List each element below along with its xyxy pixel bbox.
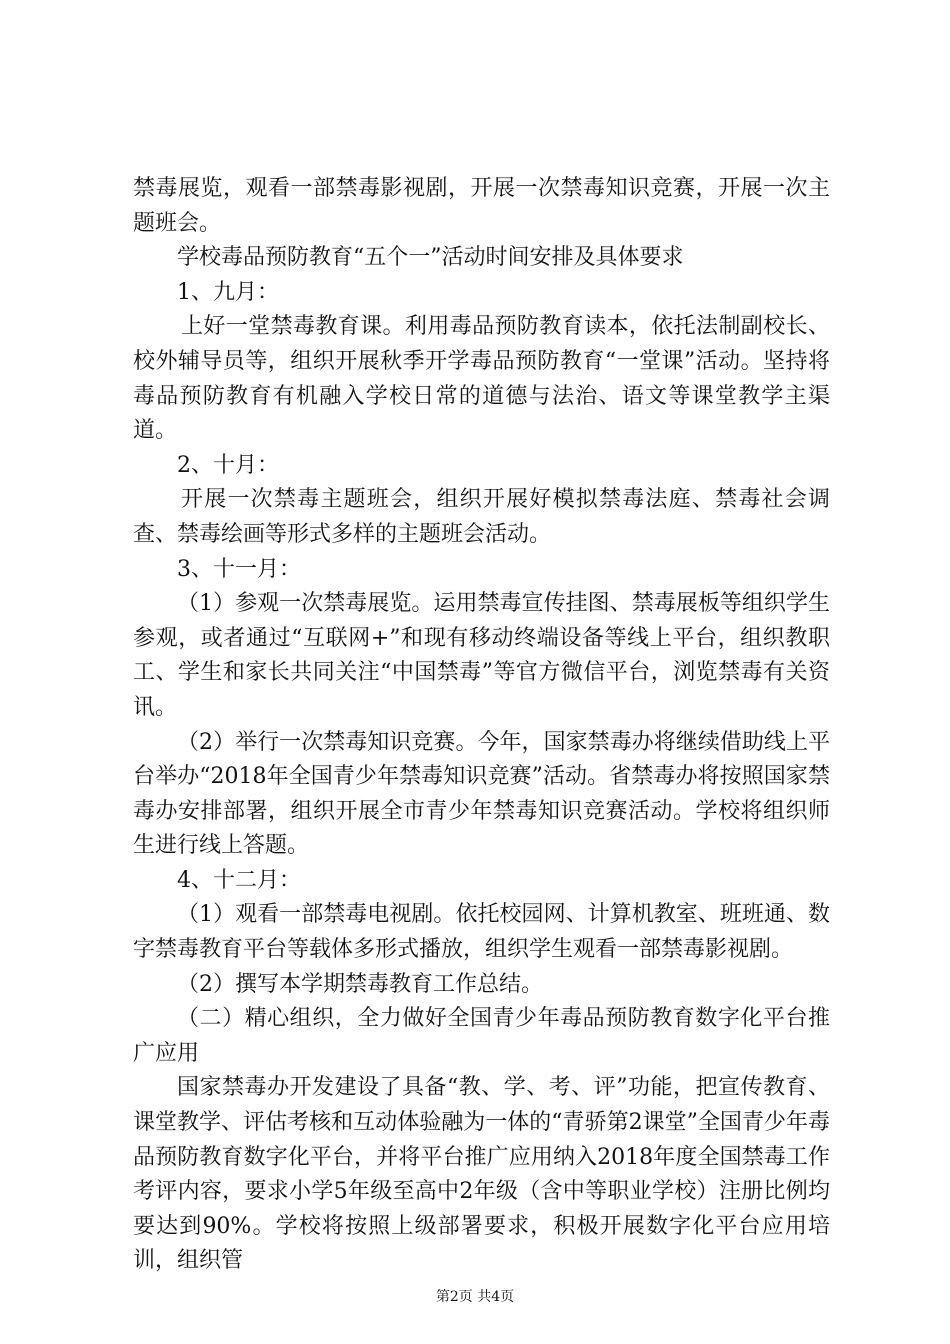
paragraph-december-1: （1）观看一部禁毒电视剧。依托校园网、计算机教室、班班通、数字禁毒教育平台等载体多形式播放，组织学生观看一部禁毒影视剧。 — [133, 902, 830, 963]
paragraph-november-2: （2）举行一次禁毒知识竞赛。今年，国家禁毒办将继续借助线上平台举办“2018年全国青少年禁毒知识竞赛”活动。省禁毒办将按照国家禁毒办安排部署，组织开展全市青少年禁毒知识竞赛活动。学校将组织师生进行线上答题。 — [133, 729, 830, 859]
section-heading-platform: （二）精心组织，全力做好全国青少年毒品预防教育数字化平台推广应用 — [133, 1006, 830, 1066]
month-heading-december: 4、十二月： — [177, 867, 301, 893]
document-body — [133, 172, 830, 1279]
paragraph-platform: 国家禁毒办开发建设了具备“教、学、考、评”功能，把宣传教育、课堂教学、评估考核和互动体验融为一体的“青骄第2课堂”全国青少年毒品预防教育数字化平台，并将平台推广应用纳入2018年度全国禁毒工作考评内容，要求小学5年级至高中2年级（含中等职业学校）注册比例均要达到90%。学校将按照上级部署要求，积极开展数字化平台应用培训，组织管 — [133, 1075, 830, 1274]
paragraph-september: 上好一堂禁毒教育课。利用毒品预防教育读本，依托法制副校长、校外辅导员等，组织开展秋季开学毒品预防教育“一堂课”活动。坚持将毒品预防教育有机融入学校日常的道德与法治、语文等课堂教学主渠道。 — [133, 314, 830, 444]
paragraph-october: 开展一次禁毒主题班会，组织开展好模拟禁毒法庭、禁毒社会调查、禁毒绘画等形式多样的主题班会活动。 — [133, 487, 830, 547]
page-number-footer: 第2页 共4页 — [435, 1289, 515, 1305]
month-heading-october: 2、十月： — [177, 452, 279, 478]
paragraph-december-2: （2）撰写本学期禁毒教育工作总结。 — [177, 971, 543, 997]
paragraph-november-1: （1）参观一次禁毒展览。运用禁毒宣传挂图、禁毒展板等组织学生参观，或者通过“互联网+”和现有移动终端设备等线上平台，组织教职工、学生和家长共同关注“中国禁毒”等官方微信平台，浏览禁毒有关资讯。 — [133, 591, 830, 720]
paragraph-continuation: 禁毒展览，观看一部禁毒影视剧，开展一次禁毒知识竞赛，开展一次主题班会。 — [133, 176, 830, 236]
month-heading-november: 3、十一月： — [177, 556, 301, 582]
month-heading-september: 1、九月： — [177, 279, 279, 305]
section-heading-schedule: 学校毒品预防教育“五个一”活动时间安排及具体要求 — [177, 245, 684, 271]
